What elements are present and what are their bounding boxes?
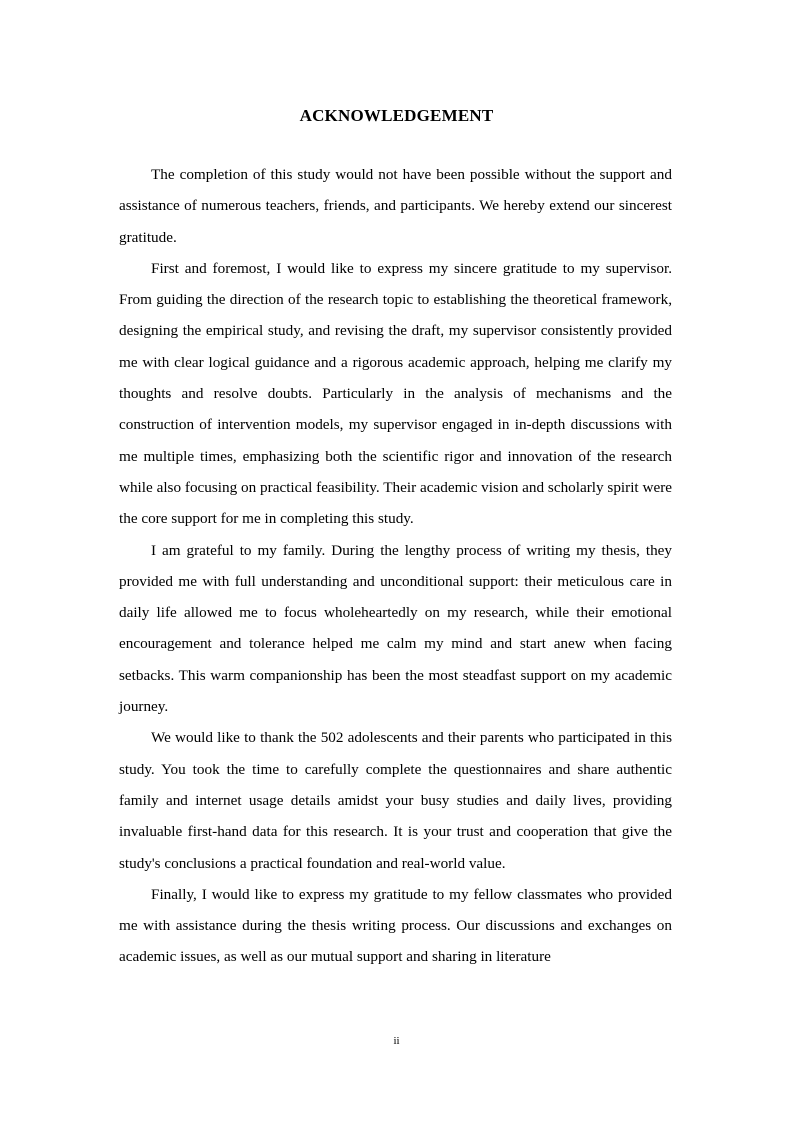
body-text [119,159,672,973]
page-number: ii [393,1035,400,1047]
paragraph-supervisor: First and foremost, I would like to express my sincere gratitude to my supervisor. From guiding the direction of the research topic to establishing the theoretical framework, designing the empirical study, and revising the draft, my supervisor consistently provided me with clear logical guidance and a rigorous academic approach, helping me clarify my thoughts and resolve doubts. Particularly in the analysis of mechanisms and the construction of intervention models, my supervisor engaged in in-depth discussions with me multiple times, emphasizing both the scientific rigor and innovation of the research while also focusing on practical feasibility. Their academic vision and scholarly spirit were the core support for me in completing this study. [119,259,672,528]
paragraph-participants: We would like to thank the 502 adolescents and their parents who participated in this study. You took the time to carefully complete the questionnaires and share authentic family and internet usage details amidst your busy studies and daily lives, providing invaluable first-hand data for this research. It is your trust and cooperation that give the study's conclusions a practical foundation and real-world value. [119,729,672,872]
paragraph-intro: The completion of this study would not have been possible without the support and assistance of numerous teachers, friends, and participants. We hereby extend our sincerest gratitude. [119,166,672,246]
paragraph-classmates: Finally, I would like to express my gratitude to my fellow classmates who provided me with assistance during the thesis writing process. Our discussions and exchanges on academic issues, as well as our mutual support and sharing in literature [119,885,672,966]
page-title: ACKNOWLEDGEMENT [299,106,494,125]
paragraph-family: I am grateful to my family. During the lengthy process of writing my thesis, they provided me with full understanding and unconditional support: their meticulous care in daily life allowed me to focus wholeheartedly on my research, while their emotional encouragement and tolerance helped me calm my mind and start anew when facing setbacks. This warm companionship has been the most steadfast support on my academic journey. [119,541,672,716]
